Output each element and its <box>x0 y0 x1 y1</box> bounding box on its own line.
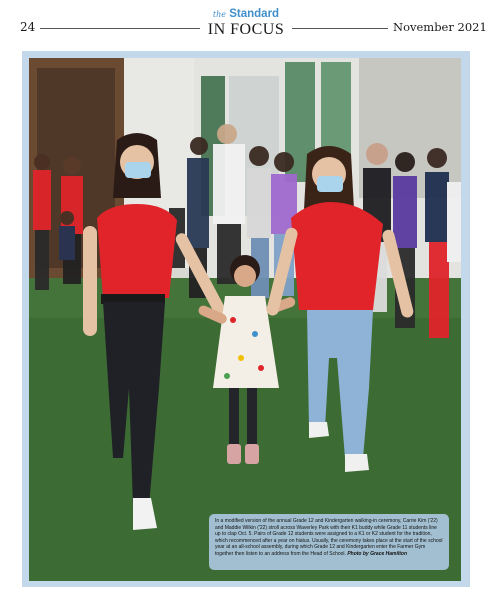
photo-credit: Photo by Grace Hamilton <box>347 550 408 557</box>
brand-name: Standard <box>229 8 280 20</box>
feature-photo <box>29 58 461 581</box>
masthead <box>200 8 292 39</box>
brand-logo <box>200 8 292 21</box>
header-rule-right <box>292 28 388 29</box>
photo-illustration <box>29 58 461 581</box>
page-header <box>0 0 493 46</box>
page-number: 24 <box>20 20 36 34</box>
caption-text: In a modified version of the annual Grade 12 and Kindergarten walking-in ceremony, Carrie Kim ('22) and Maddie Wilkin ('22) stroll across Waverley Park with their K1 buddy while Grade 11 students line up to clap Oct. 5. Pairs of Grade 12 students were assigned to a K1 or K2 student for the tradition, which recommenced after a year on hiatus. Usually, the ceremony takes place at the start of the school year at an all-school assembly, during which Grade 12 and Kindergarten enter the Farmer Gym together then listen to an address from the Head of School. <box>215 518 443 557</box>
header-rule-left <box>40 28 200 29</box>
issue-date: November 2021 <box>393 20 487 34</box>
photo-caption <box>209 514 449 570</box>
brand-prefix: the <box>212 10 227 19</box>
section-title: IN FOCUS <box>207 21 285 38</box>
